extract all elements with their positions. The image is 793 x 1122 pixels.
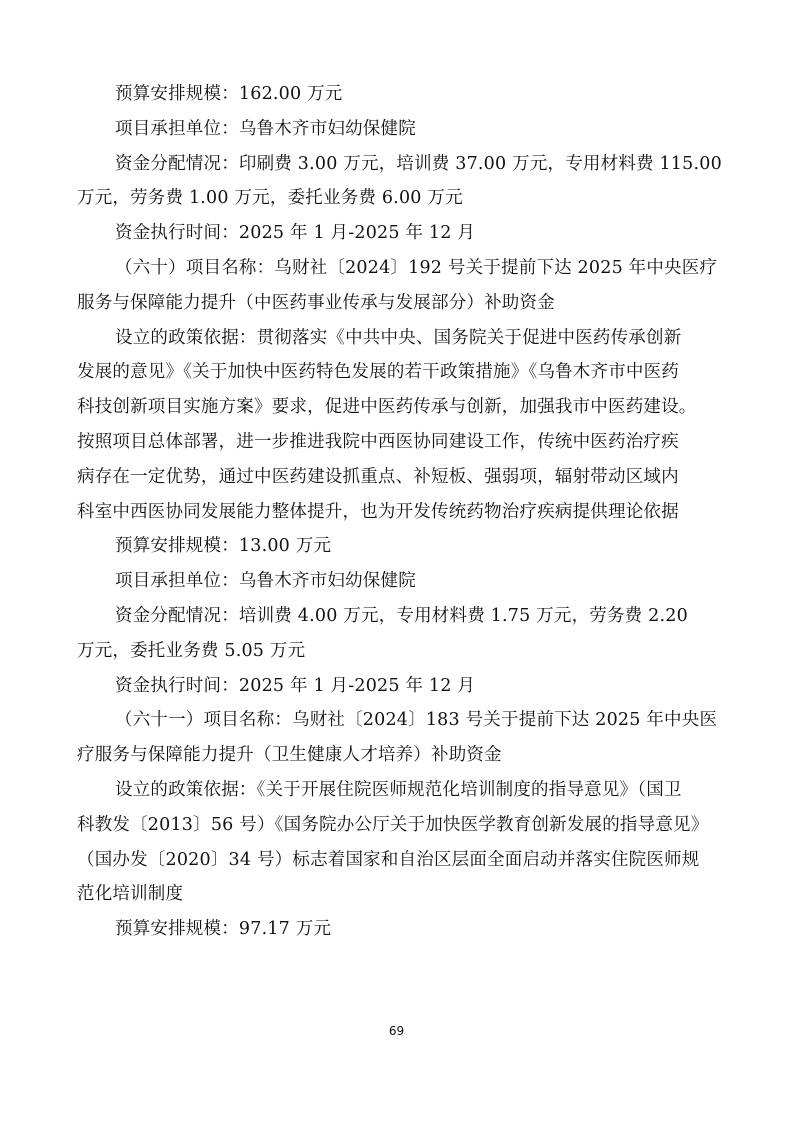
document-body bbox=[77, 83, 722, 940]
policy-basis-text-line: 科室中西医协同发展能力整体提升，也为开发传统药物治疗疾病提供理论依据 bbox=[77, 501, 679, 522]
fund-allocation-line: 资金分配情况：培训费 4.00 万元，专用材料费 1.75 万元，劳务费 2.20 bbox=[115, 605, 688, 626]
project-heading-61: （六十一）项目名称：乌财社〔2024〕183 号关于提前下达 2025 年中央医 bbox=[115, 710, 718, 731]
project-heading-60-continued: 服务与保障能力提升（中医药事业传承与发展部分）补助资金 bbox=[77, 292, 555, 313]
page-number: 69 bbox=[388, 1024, 405, 1038]
budget-scale-line: 预算安排规模：13.00 万元 bbox=[115, 536, 332, 557]
policy-basis-text-line: 按照项目总体部署，进一步推进我院中西医协同建设工作，传统中医药治疗疾 bbox=[77, 431, 679, 452]
policy-basis-text-line: 病存在一定优势，通过中医药建设抓重点、补短板、强弱项，辐射带动区域内 bbox=[77, 466, 679, 487]
fund-allocation-line: 资金分配情况：印刷费 3.00 万元，培训费 37.00 万元，专用材料费 115.00 bbox=[115, 153, 722, 174]
policy-basis-text-line: 科教发〔2013〕56 号）《国务院办公厅关于加快医学教育创新发展的指导意见》 bbox=[77, 814, 709, 835]
fund-allocation-line-continued: 万元，委托业务费 5.05 万元 bbox=[77, 640, 306, 661]
policy-basis-text-line: 范化培训制度 bbox=[77, 884, 184, 905]
policy-basis-line: 设立的政策依据：《关于开展住院医师规范化培训制度的指导意见》（国卫 bbox=[115, 779, 682, 800]
policy-basis-text-line: 科技创新项目实施方案》要求，促进中医药传承与创新，加强我市中医药建设。 bbox=[77, 397, 697, 418]
policy-basis-text-line: 发展的意见》《关于加快中医药特色发展的若干政策措施》《乌鲁木齐市中医药 bbox=[77, 362, 679, 383]
project-unit-line: 项目承担单位：乌鲁木齐市妇幼保健院 bbox=[115, 118, 416, 139]
project-unit-line: 项目承担单位：乌鲁木齐市妇幼保健院 bbox=[115, 571, 416, 592]
budget-scale-line: 预算安排规模：162.00 万元 bbox=[115, 84, 343, 104]
execution-time-line: 资金执行时间：2025 年 1 月-2025 年 12 月 bbox=[115, 675, 476, 696]
fund-allocation-line-continued: 万元，劳务费 1.00 万元，委托业务费 6.00 万元 bbox=[77, 188, 463, 209]
execution-time-line: 资金执行时间：2025 年 1 月-2025 年 12 月 bbox=[115, 223, 476, 244]
project-heading-61-continued: 疗服务与保障能力提升（卫生健康人才培养）补助资金 bbox=[77, 745, 502, 766]
project-heading-60: （六十）项目名称：乌财社〔2024〕192 号关于提前下达 2025 年中央医疗 bbox=[115, 257, 718, 278]
policy-basis-line: 设立的政策依据：贯彻落实《中共中央、国务院关于促进中医药传承创新 bbox=[115, 327, 682, 348]
budget-scale-line: 预算安排规模：97.17 万元 bbox=[115, 919, 332, 940]
policy-basis-text-line: （国办发〔2020〕34 号）标志着国家和自治区层面全面启动并落实住院医师规 bbox=[77, 849, 700, 870]
